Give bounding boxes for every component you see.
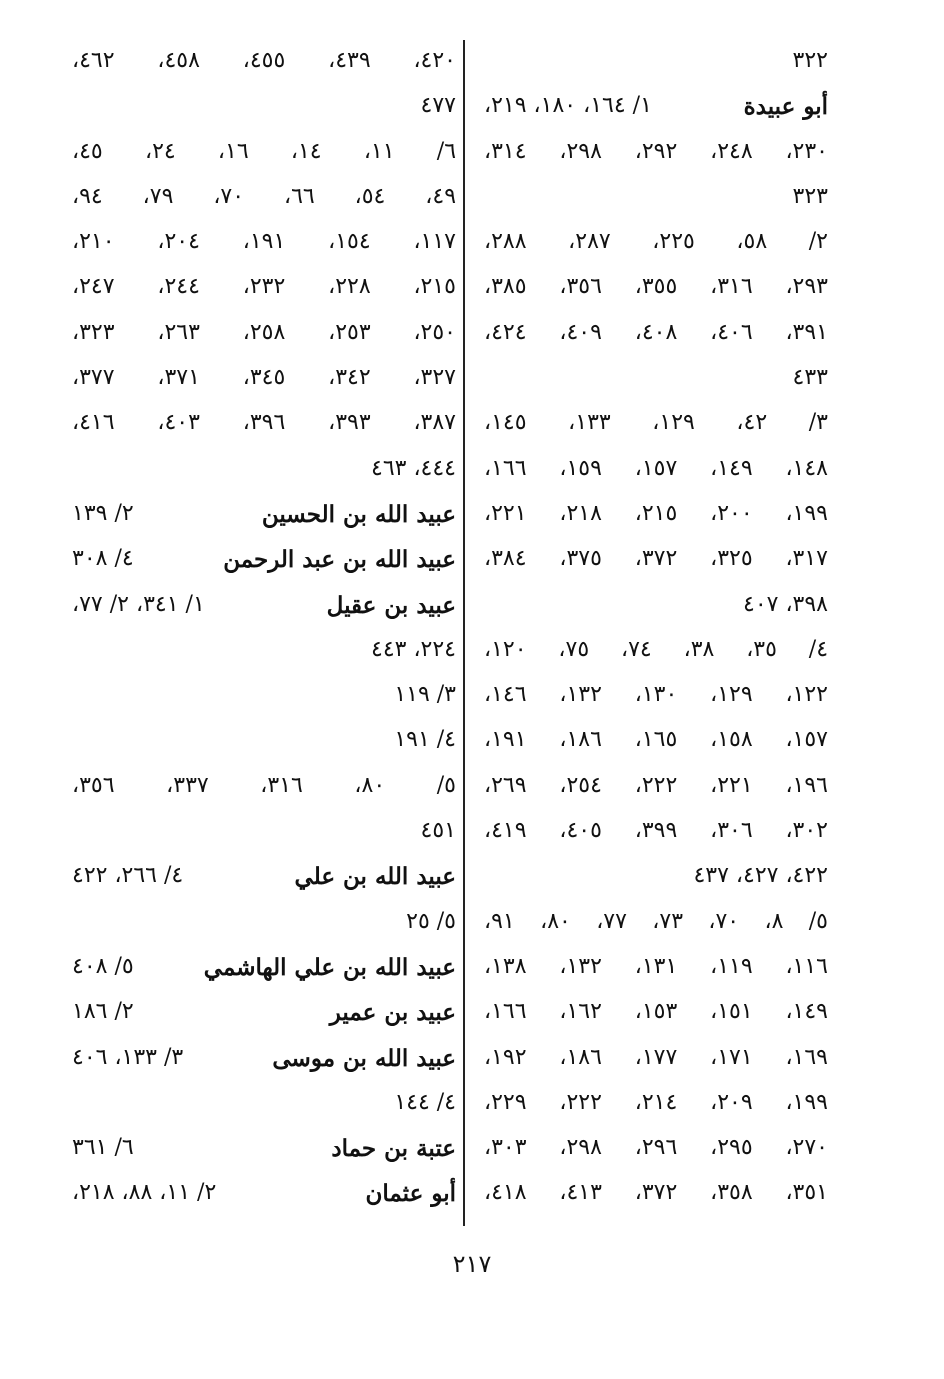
page-references-line: ٣٠٢، ٣٠٦، ٣٩٩، ٤٠٥، ٤١٩، [484, 818, 828, 844]
index-term: عبيد الله بن علي الهاشمي [203, 953, 456, 981]
page-references-line: ٤٥١ [420, 818, 456, 844]
page-references-line: ٣٢٣ [792, 183, 828, 209]
index-line [472, 629, 828, 674]
page-references: ٢/ ١٨٦ [72, 999, 134, 1025]
index-term: عبيد الله بن عبد الرحمن [223, 546, 456, 574]
index-line [60, 402, 456, 447]
right-index-column [472, 40, 828, 1218]
index-line [60, 448, 456, 493]
index-term: عبيد بن عمير [329, 999, 456, 1027]
page-references-line: ٣٢٧، ٣٤٢، ٣٤٥، ٣٧١، ٣٧٧، [72, 365, 456, 391]
index-line [472, 448, 828, 493]
page-references-line: ٤/ ٣٥، ٣٨، ٧٤، ٧٥، ١٢٠، [484, 636, 829, 662]
page-references-line: ٤٧٧ [420, 93, 456, 119]
index-line [472, 357, 828, 402]
index-term: عبيد الله بن موسى [272, 1044, 456, 1072]
page-references-line: ٤٣٣ [792, 365, 828, 391]
page-references-line: ١٩٦، ٢٢١، ٢٢٢، ٢٥٤، ٢٦٩، [484, 772, 828, 798]
page-references-line: ٣/ ٤٢، ١٢٩، ١٣٣، ١٤٥، [484, 410, 828, 436]
page-references-line: ٤٢٠، ٤٣٩، ٤٥٥، ٤٥٨، ٤٦٢، [72, 48, 456, 73]
index-line [472, 810, 828, 855]
page-references-line: ٢١٥، ٢٢٨، ٢٣٢، ٢٤٤، ٢٤٧، [72, 274, 456, 300]
index-line [60, 1082, 456, 1127]
page-references-line: ٣٢٢ [792, 48, 828, 73]
index-line [472, 991, 828, 1036]
page-references-line: ٢٧٠، ٢٩٥، ٢٩٦، ٢٩٨، ٣٠٣، [484, 1135, 828, 1161]
page-references: ٦/ ٣٦١ [72, 1135, 134, 1161]
page-references-line: ٤٢٢، ٤٢٧، ٤٣٧ [693, 863, 828, 889]
page-references: ١/ ٣٤١، ٢/ ٧٧، [72, 591, 205, 617]
index-term: عبيد بن عقيل [326, 591, 456, 619]
index-line [472, 1082, 828, 1127]
index-line [472, 266, 828, 311]
index-line [472, 402, 828, 447]
index-line [472, 765, 828, 810]
index-term: أبو عبيدة [743, 93, 828, 121]
index-line [472, 176, 828, 221]
page-references: ٤/ ٢٦٦، ٤٢٢ [72, 863, 184, 889]
index-line [472, 1127, 828, 1172]
page-references-line: ٣٨٧، ٣٩٣، ٣٩٦، ٤٠٣، ٤١٦، [72, 410, 456, 436]
page-references: ٣/ ١٣٣، ٤٠٦ [72, 1044, 184, 1070]
index-line [472, 901, 828, 946]
index-term: عبيد الله بن الحسين [261, 500, 456, 528]
index-line [60, 538, 456, 583]
page-references-line: ٥/ ٨، ٧٠، ٧٣، ٧٧، ٨٠، ٩١، [484, 908, 828, 934]
index-line [60, 357, 456, 402]
page-references-line: ٣١٧، ٣٢٥، ٣٧٢، ٣٧٥، ٣٨٤، [484, 546, 828, 572]
index-line [60, 85, 456, 130]
index-line [60, 946, 456, 991]
page-references-line: ١١٧، ١٥٤، ١٩١، ٢٠٤، ٢١٠، [72, 229, 456, 255]
page-references-line: ١٤٨، ١٤٩، ١٥٧، ١٥٩، ١٦٦، [484, 455, 828, 481]
column-divider [463, 40, 465, 1226]
index-line [472, 855, 828, 900]
index-line [60, 810, 456, 855]
page-references-line: ٤٩، ٥٤، ٦٦، ٧٠، ٧٩، ٩٤، [72, 183, 457, 209]
index-line [472, 221, 828, 266]
page-references: ١/ ١٦٤، ١٨٠، ٢١٩، [484, 93, 652, 119]
page-references-line: ٢٥٠، ٢٥٣، ٢٥٨، ٢٦٣، ٣٢٣، [72, 319, 456, 345]
index-line [472, 1172, 828, 1217]
index-term: عتبة بن حماد [331, 1135, 456, 1163]
index-line [472, 1037, 828, 1082]
page-references-line: ١٩٩، ٢٠٠، ٢١٥، ٢١٨، ٢٢١، [484, 500, 828, 526]
index-line [60, 719, 456, 764]
page-references-line: ٣٥١، ٣٥٨، ٣٧٢، ٤١٣، ٤١٨، [484, 1180, 828, 1206]
index-line [60, 1127, 456, 1172]
page-references-line: ٣٩١، ٤٠٦، ٤٠٨، ٤٠٩، ٤٢٤، [484, 319, 828, 345]
page-references-line: ٣/ ١١٩ [394, 682, 456, 708]
page-references-line: ١١٦، ١١٩، ١٣١، ١٣٢، ١٣٨، [484, 953, 828, 979]
index-line [472, 674, 828, 719]
page-references: ٢/ ١١، ٨٨، ٢١٨، [72, 1180, 217, 1206]
index-line [60, 1037, 456, 1082]
page-references-line: ٥/ ٨٠، ٣١٦، ٣٣٧، ٣٥٦، [72, 772, 456, 798]
page-references-line: ٢٩٣، ٣١٦، ٣٥٥، ٣٥٦، ٣٨٥، [484, 274, 828, 300]
page-references-line: ١٦٩، ١٧١، ١٧٧، ١٨٦، ١٩٢، [484, 1044, 828, 1070]
page-references-line: ٤/ ١٩١ [394, 727, 456, 753]
page-references-line: ١٢٢، ١٢٩، ١٣٠، ١٣٢، ١٤٦، [484, 682, 828, 708]
index-line [472, 946, 828, 991]
page-references: ٤/ ٣٠٨ [72, 546, 134, 572]
index-term: أبو عثمان [365, 1180, 456, 1208]
index-line [60, 584, 456, 629]
index-line [472, 131, 828, 176]
index-line [60, 40, 456, 85]
index-term: عبيد الله بن علي [294, 863, 456, 891]
index-line [60, 176, 456, 221]
page-references-line: ١٤٩، ١٥١، ١٥٣، ١٦٢، ١٦٦، [484, 999, 828, 1025]
page-references-line: ٤٤٤، ٤٦٣ [371, 455, 456, 481]
index-line [472, 85, 828, 130]
page-references-line: ٢٢٤، ٤٤٣ [371, 636, 456, 662]
index-line [472, 312, 828, 357]
page-references: ٥/ ٤٠٨ [72, 953, 134, 979]
index-line [472, 538, 828, 583]
page-references-line: ٤/ ١٤٤ [394, 1089, 456, 1115]
page-number: ٢١٧ [452, 1250, 492, 1278]
index-line [60, 901, 456, 946]
index-line [60, 629, 456, 674]
index-line [60, 493, 456, 538]
index-line [60, 266, 456, 311]
index-line [60, 1172, 456, 1217]
page-references-line: ٦/ ١١، ١٤، ١٦، ٢٤، ٤٥، [72, 138, 457, 164]
page-references-line: ١٥٧، ١٥٨، ١٦٥، ١٨٦، ١٩١، [484, 727, 828, 753]
index-line [60, 855, 456, 900]
left-index-column [60, 40, 456, 1218]
page-references-line: ١٩٩، ٢٠٩، ٢١٤، ٢٢٢، ٢٢٩، [484, 1089, 828, 1115]
index-line [472, 584, 828, 629]
page-references-line: ٢٣٠، ٢٤٨، ٢٩٢، ٢٩٨، ٣١٤، [484, 138, 828, 164]
index-line [60, 131, 456, 176]
page-references: ٢/ ١٣٩ [72, 500, 134, 526]
index-line [60, 221, 456, 266]
index-line [472, 40, 828, 85]
index-line [60, 674, 456, 719]
index-line [60, 312, 456, 357]
index-line [60, 991, 456, 1036]
page-references-line: ٢/ ٥٨، ٢٢٥، ٢٨٧، ٢٨٨، [484, 229, 828, 255]
index-line [472, 719, 828, 764]
page-references-line: ٣٩٨، ٤٠٧ [743, 591, 828, 617]
page-references-line: ٥/ ٢٥ [406, 908, 456, 934]
index-line [472, 493, 828, 538]
index-line [60, 765, 456, 810]
